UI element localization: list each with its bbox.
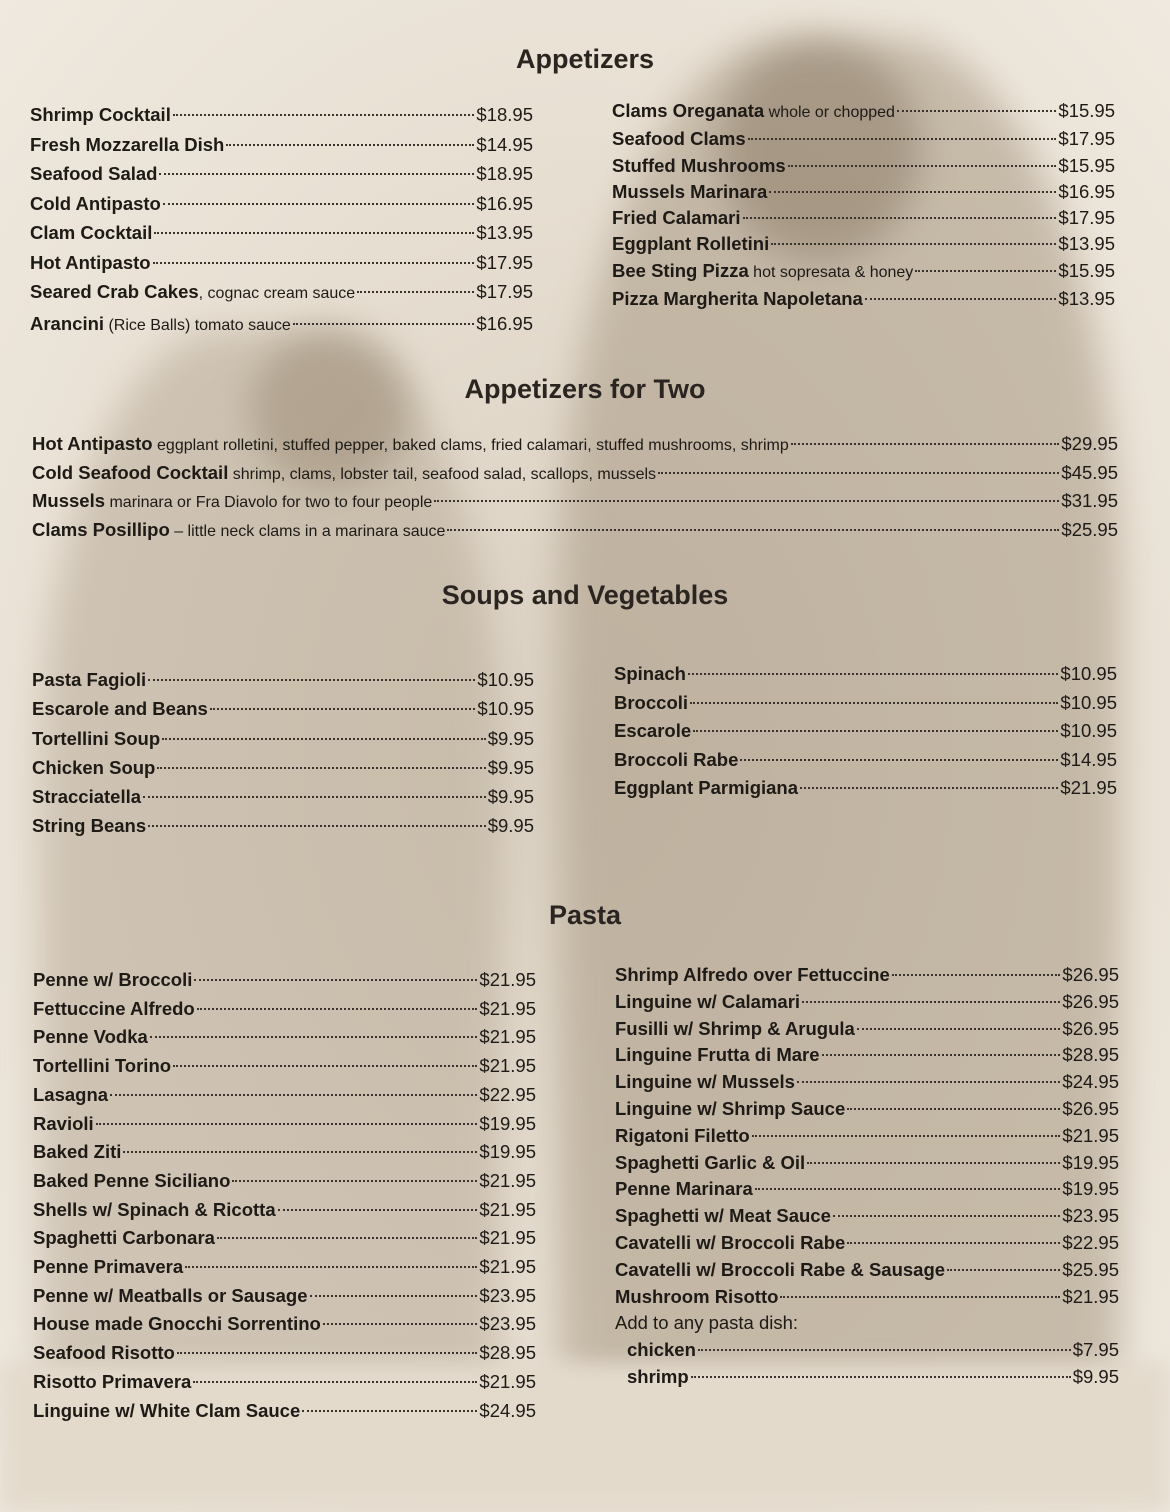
item-name: Penne Marinara [615, 1178, 753, 1200]
menu-item [612, 286, 1115, 312]
item-price: $23.95 [1062, 1205, 1119, 1227]
menu-item [33, 1224, 536, 1253]
dot-leader [788, 165, 1057, 167]
item-price: $21.95 [479, 969, 536, 990]
dot-leader [797, 1081, 1061, 1083]
item-price: $18.95 [476, 163, 533, 184]
item-price: $10.95 [1060, 720, 1117, 741]
menu-item [615, 962, 1119, 989]
item-price: $19.95 [479, 1112, 536, 1134]
item-name: Hot Antipasto [32, 433, 153, 454]
item-price: $23.95 [479, 1284, 536, 1306]
menu-item [33, 1081, 536, 1110]
menu-item [33, 1167, 536, 1196]
addon-item [627, 1337, 1119, 1364]
menu-item [30, 100, 533, 130]
menu-item [614, 717, 1117, 746]
item-price: $21.95 [479, 1198, 536, 1220]
dot-leader [323, 1323, 478, 1325]
item-price: $25.95 [1061, 518, 1118, 540]
dot-leader [752, 1135, 1061, 1137]
dot-leader [833, 1215, 1061, 1217]
item-price: $21.95 [479, 1026, 536, 1048]
menu-item [30, 130, 533, 160]
item-name: Linguine Frutta di Mare [615, 1044, 820, 1066]
item-name: Escarole and Beans [32, 698, 208, 720]
dot-leader [278, 1209, 478, 1211]
addon-label: Add to any pasta dish: [615, 1312, 799, 1334]
dot-leader [771, 243, 1056, 245]
item-name: Cavatelli w/ Broccoli Rabe [615, 1231, 846, 1253]
menu-item [615, 989, 1119, 1016]
item-price: $10.95 [477, 698, 534, 720]
pasta-left-column [33, 966, 536, 1425]
appetizers-for-two-list [32, 431, 1118, 545]
item-name: Broccoli [614, 691, 689, 713]
dot-leader [847, 1242, 1060, 1244]
item-name: Clams Posillipo [32, 518, 170, 540]
item-price: $16.95 [476, 312, 533, 334]
menu-item [615, 1284, 1119, 1311]
item-price: $22.95 [479, 1083, 536, 1105]
item-name: shrimp [627, 1365, 689, 1387]
item-price: $24.95 [479, 1399, 536, 1421]
item-price: $15.95 [1058, 100, 1115, 121]
dot-leader [173, 114, 475, 116]
item-name: Bee Sting Pizza [612, 259, 749, 281]
item-price: $17.95 [476, 251, 533, 273]
item-name: Spaghetti Garlic & Oil [615, 1151, 806, 1173]
item-name: Penne w/ Meatballs or Sausage [33, 1284, 308, 1306]
dot-leader [688, 673, 1058, 675]
item-price: $28.95 [479, 1342, 536, 1364]
item-price: $28.95 [1062, 1044, 1119, 1066]
item-price: $21.95 [479, 1227, 536, 1249]
item-name: Broccoli Rabe [614, 748, 739, 770]
menu-item [32, 665, 534, 694]
dot-leader [123, 1151, 477, 1153]
item-price: $9.95 [487, 815, 534, 837]
item-name: Seared Crab Cakes [30, 281, 199, 302]
item-name: Spaghetti Carbonara [33, 1227, 215, 1249]
menu-item [32, 811, 534, 840]
item-price: $31.95 [1061, 490, 1118, 511]
menu-item [33, 1023, 536, 1052]
menu-item [612, 205, 1115, 231]
item-name: Fusilli w/ Shrimp & Arugula [615, 1017, 855, 1039]
item-price: $15.95 [1058, 259, 1115, 281]
item-name: Shrimp Alfredo over Fettuccine [615, 964, 890, 985]
item-price: $7.95 [1072, 1339, 1119, 1361]
item-name: Cavatelli w/ Broccoli Rabe & Sausage [615, 1258, 946, 1280]
dot-leader [232, 1180, 477, 1182]
menu-item [30, 248, 533, 278]
item-name: Penne w/ Broccoli [33, 969, 193, 990]
menu-item [612, 126, 1115, 152]
menu-item [33, 1339, 536, 1368]
item-name: Cold Antipasto [30, 192, 161, 214]
item-name: Penne Vodka [33, 1026, 148, 1048]
item-name: Arancini [30, 312, 105, 334]
dot-leader [157, 767, 485, 769]
item-name: Clam Cocktail [30, 222, 153, 243]
item-description: – little neck clams in a marinara sauce [169, 522, 446, 540]
item-description: shrimp, clams, lobster tail, seafood salad, scallops, mussels [228, 465, 657, 483]
item-description: eggplant rolletini, stuffed pepper, baked clams, fried calamari, stuffed mushrooms, shrimp [152, 437, 789, 454]
dot-leader [150, 1036, 478, 1038]
item-price: $15.95 [1058, 154, 1115, 176]
item-name: Baked Penne Siciliano [33, 1169, 231, 1191]
dot-leader [302, 1410, 477, 1412]
menu-item [614, 774, 1117, 803]
menu-item [30, 189, 533, 219]
item-name: Baked Ziti [33, 1141, 122, 1163]
item-name: Spaghetti w/ Meat Sauce [615, 1205, 831, 1227]
dot-leader [769, 191, 1056, 193]
item-description: whole or chopped [764, 104, 895, 121]
item-description: marinara or Fra Diavolo for two to four people [105, 494, 433, 511]
menu-item [614, 689, 1117, 718]
menu-item [33, 1310, 536, 1339]
dot-leader [154, 232, 474, 234]
menu-item [33, 1138, 536, 1167]
item-price: $21.95 [1060, 777, 1117, 798]
item-price: $13.95 [476, 222, 533, 243]
item-name: Pasta Fagioli [32, 669, 147, 690]
dot-leader [148, 825, 486, 827]
item-description: hot sopresata & honey [748, 263, 914, 281]
section-title-pasta: Pasta [548, 900, 622, 930]
item-price: $26.95 [1062, 990, 1119, 1012]
menu-item [615, 1123, 1119, 1150]
item-name: Hot Antipasto [30, 251, 151, 273]
item-name: Eggplant Parmigiana [614, 777, 799, 798]
menu-item [615, 1042, 1119, 1069]
menu-item [32, 753, 534, 782]
item-price: $18.95 [476, 104, 533, 125]
dot-leader [217, 1237, 477, 1239]
item-price: $25.95 [1062, 1258, 1119, 1280]
dot-leader [357, 291, 474, 293]
dot-leader [822, 1054, 1061, 1056]
item-price: $21.95 [1062, 1124, 1119, 1146]
item-price: $21.95 [479, 1256, 536, 1278]
item-price: $17.95 [1058, 128, 1115, 150]
addon-item [627, 1364, 1119, 1391]
item-name: Tortellini Torino [33, 1055, 172, 1077]
dot-leader [159, 173, 474, 175]
menu-item [615, 1016, 1119, 1043]
dot-leader [693, 730, 1058, 732]
dot-leader [658, 472, 1059, 474]
item-name: Fried Calamari [612, 207, 741, 229]
dot-leader [153, 262, 475, 264]
menu-item [612, 153, 1115, 179]
menu-item [30, 277, 533, 309]
item-price: $26.95 [1062, 1097, 1119, 1119]
dot-leader [947, 1269, 1060, 1271]
item-name: Rigatoni Filetto [615, 1124, 750, 1146]
item-name: Shrimp Cocktail [30, 104, 171, 125]
item-price: $21.95 [479, 1055, 536, 1077]
item-price: $10.95 [477, 669, 534, 690]
dot-leader [791, 443, 1060, 445]
item-price: $22.95 [1062, 1231, 1119, 1253]
menu-item [32, 431, 1118, 460]
item-name: chicken [627, 1339, 696, 1361]
dot-leader [193, 1381, 477, 1383]
item-price: $16.95 [1058, 180, 1115, 202]
menu-item [615, 1257, 1119, 1284]
menu-item [30, 218, 533, 248]
item-price: $13.95 [1058, 288, 1115, 310]
vegetables-right-column [614, 660, 1117, 803]
menu-item [33, 1368, 536, 1397]
dot-leader [691, 1376, 1071, 1378]
item-name: Clams Oreganata [612, 100, 765, 121]
item-name: Ravioli [33, 1112, 94, 1134]
dot-leader [96, 1123, 478, 1125]
item-name: Eggplant Rolletini [612, 233, 770, 255]
item-price: $24.95 [1062, 1071, 1119, 1093]
item-name: Lasagna [33, 1083, 109, 1105]
dot-leader [434, 500, 1059, 502]
item-name: Linguine w/ Mussels [615, 1071, 795, 1093]
menu-item [32, 782, 534, 811]
item-name: House made Gnocchi Sorrentino [33, 1313, 321, 1335]
menu-item [33, 1253, 536, 1282]
dot-leader [892, 974, 1061, 976]
item-price: $45.95 [1061, 461, 1118, 483]
soups-left-column [32, 665, 534, 841]
menu-item [615, 1096, 1119, 1123]
dot-leader [690, 702, 1058, 704]
section-title-soups-and-vegetables: Soups and Vegetables [441, 580, 729, 610]
dot-leader [148, 679, 475, 681]
dot-leader [780, 1296, 1060, 1298]
dot-leader [857, 1028, 1061, 1030]
item-description: (Rice Balls) tomato sauce [104, 316, 291, 334]
item-name: Fresh Mozzarella Dish [30, 133, 225, 155]
item-name: Penne Primavera [33, 1256, 184, 1278]
item-price: $13.95 [1058, 233, 1115, 255]
section-title-appetizers: Appetizers [515, 44, 655, 74]
item-price: $19.95 [1062, 1178, 1119, 1200]
dot-leader [210, 708, 476, 710]
dot-leader [447, 529, 1059, 531]
section-title-appetizers-for-two: Appetizers for Two [464, 374, 706, 404]
item-price: $14.95 [476, 133, 533, 155]
dot-leader [748, 138, 1057, 140]
item-price: $23.95 [479, 1313, 536, 1335]
menu-item [612, 98, 1115, 126]
dot-leader [162, 738, 486, 740]
menu-item [614, 660, 1117, 689]
menu-item [33, 1052, 536, 1081]
dot-leader [800, 787, 1058, 789]
item-name: Escarole [614, 720, 692, 741]
menu-item [32, 460, 1118, 489]
item-name: Linguine w/ Calamari [615, 990, 801, 1012]
item-name: Fettuccine Alfredo [33, 997, 195, 1019]
menu-item [614, 746, 1117, 775]
menu-item [612, 179, 1115, 205]
item-name: Cold Seafood Cocktail [32, 461, 229, 483]
item-name: Tortellini Soup [32, 727, 161, 749]
item-price: $26.95 [1062, 964, 1119, 985]
dot-leader [865, 298, 1057, 300]
item-name: Mushroom Risotto [615, 1285, 779, 1307]
item-name: Mussels [32, 490, 106, 511]
item-name: Seafood Clams [612, 128, 746, 150]
menu-item [615, 1230, 1119, 1257]
dot-leader [143, 796, 486, 798]
item-name: Risotto Primavera [33, 1370, 192, 1392]
dot-leader [802, 1001, 1060, 1003]
item-name: Shells w/ Spinach & Ricotta [33, 1198, 276, 1220]
menu-item [30, 309, 533, 341]
item-price: $29.95 [1061, 433, 1118, 454]
dot-leader [226, 144, 474, 146]
item-price: $9.95 [487, 727, 534, 749]
menu-item [30, 159, 533, 189]
menu-item [33, 1110, 536, 1139]
item-price: $14.95 [1060, 748, 1117, 770]
dot-leader [185, 1266, 477, 1268]
item-price: $21.95 [1062, 1285, 1119, 1307]
item-price: $19.95 [1062, 1151, 1119, 1173]
item-name: Seafood Risotto [33, 1342, 175, 1364]
menu-item [33, 1397, 536, 1426]
menu-item [32, 694, 534, 723]
item-price: $21.95 [479, 1370, 536, 1392]
menu-item [615, 1176, 1119, 1203]
dot-leader [740, 759, 1058, 761]
dot-leader [163, 203, 475, 205]
dot-leader [293, 323, 475, 325]
dot-leader [177, 1352, 478, 1354]
dot-leader [743, 217, 1057, 219]
item-price: $17.95 [476, 281, 533, 302]
menu-item [33, 1196, 536, 1225]
menu-item [33, 995, 536, 1024]
menu-item [32, 724, 534, 753]
item-price: $21.95 [479, 1169, 536, 1191]
item-description: , cognac cream sauce [198, 285, 356, 302]
item-price: $26.95 [1062, 1017, 1119, 1039]
item-name: Linguine w/ White Clam Sauce [33, 1399, 301, 1421]
dot-leader [110, 1094, 477, 1096]
item-name: Stuffed Mushrooms [612, 154, 786, 176]
menu-item [615, 1203, 1119, 1230]
dot-leader [755, 1188, 1061, 1190]
menu-item [33, 966, 536, 995]
item-price: $10.95 [1060, 663, 1117, 684]
item-price: $9.95 [1072, 1365, 1119, 1387]
item-price: $16.95 [476, 192, 533, 214]
menu-item [615, 1150, 1119, 1177]
menu-item [32, 517, 1118, 546]
menu-item [615, 1069, 1119, 1096]
dot-leader [197, 1008, 478, 1010]
item-price: $10.95 [1060, 691, 1117, 713]
dot-leader [310, 1295, 478, 1297]
dot-leader [915, 270, 1056, 272]
dot-leader [173, 1065, 477, 1067]
dot-leader [847, 1108, 1060, 1110]
item-name: Mussels Marinara [612, 180, 768, 202]
pasta-right-column [615, 962, 1119, 1391]
item-name: Spinach [614, 663, 686, 684]
item-price: $9.95 [487, 786, 534, 808]
menu-item [33, 1282, 536, 1311]
menu-item [32, 488, 1118, 517]
dot-leader [698, 1349, 1071, 1351]
item-name: Linguine w/ Shrimp Sauce [615, 1097, 846, 1119]
item-name: String Beans [32, 815, 147, 837]
appetizers-right-column [612, 98, 1115, 312]
menu-item [612, 231, 1115, 257]
item-price: $21.95 [479, 997, 536, 1019]
item-name: Pizza Margherita Napoletana [612, 288, 863, 310]
dot-leader [897, 110, 1056, 112]
item-price: $19.95 [479, 1141, 536, 1163]
item-price: $9.95 [487, 756, 534, 778]
appetizers-left-column [30, 100, 533, 340]
item-name: Chicken Soup [32, 756, 156, 778]
item-name: Seafood Salad [30, 163, 158, 184]
item-name: Stracciatella [32, 786, 142, 808]
dot-leader [807, 1162, 1060, 1164]
dot-leader [194, 979, 477, 981]
menu-item [612, 258, 1115, 286]
item-price: $17.95 [1058, 207, 1115, 229]
